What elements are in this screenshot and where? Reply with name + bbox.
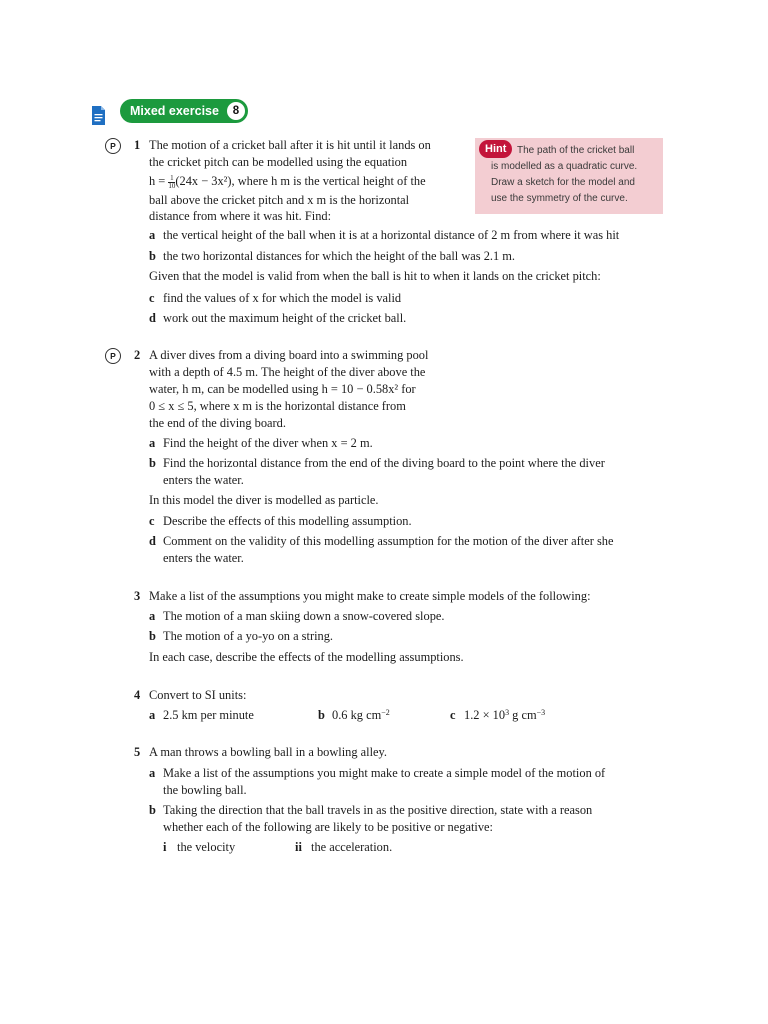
question-4-number: 4 bbox=[134, 688, 141, 702]
q3-intro: Make a list of the assumptions you might make to create simple models of the following: bbox=[149, 589, 591, 603]
question-3-number: 3 bbox=[134, 589, 141, 603]
q1-eq-prefix: h = bbox=[149, 174, 169, 188]
q4-part-b: b 0.6 kg $cm^{-2}$ bbox=[318, 708, 390, 722]
q1-part-a: a the vertical height of the ball when it is at a horizontal distance of 2 m from where it was hit bbox=[149, 228, 620, 242]
q2-part-b-cont: enters the water. bbox=[163, 473, 244, 487]
q4-part-c: c $1.2 \times 10^3$ g $cm^{-3}$ bbox=[450, 708, 546, 722]
q2-part-a: a Find the height of the diver when x = 2 m. bbox=[149, 436, 373, 450]
q5-part-b-i: i the velocity bbox=[163, 840, 236, 854]
q4-intro: Convert to SI units: bbox=[149, 688, 247, 702]
section-title-text: Mixed exercise bbox=[130, 104, 219, 118]
q1-eq-rest: (24x − 3x²), where h m is the vertical height of the bbox=[175, 174, 426, 188]
q5-part-b: b Taking the direction that the ball travels in as the positive direction, state with a reason bbox=[149, 803, 593, 817]
q2-model: In this model the diver is modelled as particle. bbox=[149, 493, 379, 507]
hint-tag: Hint bbox=[479, 140, 512, 158]
q1-part-b: b the two horizontal distances for which the height of the ball was 2.1 m. bbox=[149, 249, 516, 263]
hint-line: Draw a sketch for the model and bbox=[491, 177, 635, 188]
hint-line: The path of the cricket ball bbox=[517, 145, 635, 156]
question-2-number: 2 bbox=[134, 348, 141, 362]
q1-part-c: c find the values of x for which the model is valid bbox=[149, 291, 402, 305]
problem-solving-badge: P bbox=[105, 348, 121, 364]
q5-part-b-ii: ii the acceleration. bbox=[295, 840, 393, 854]
q2-intro-line: A diver dives from a diving board into a swimming pool bbox=[149, 348, 429, 362]
q1-part-d: d work out the maximum height of the cricket ball. bbox=[149, 311, 407, 325]
document-icon bbox=[91, 105, 106, 126]
q3-part-b: b The motion of a yo-yo on a string. bbox=[149, 629, 333, 643]
question-5-number: 5 bbox=[134, 745, 141, 759]
q2-intro-line: the end of the diving board. bbox=[149, 416, 286, 430]
q2-part-c: c Describe the effects of this modelling assumption. bbox=[149, 514, 412, 528]
q1-intro-line: distance from where it was hit. Find: bbox=[149, 209, 332, 223]
q2-intro-line: 0 ≤ x ≤ 5, where x m is the horizontal distance from bbox=[149, 399, 406, 413]
q1-given: Given that the model is valid from when the ball is hit to when it lands on the cricket pitch: bbox=[149, 269, 601, 283]
q5-part-a: a Make a list of the assumptions you might make to create a simple model of the motion of bbox=[149, 766, 606, 780]
question-1-number: 1 bbox=[134, 138, 141, 152]
q1-intro-line: the cricket pitch can be modelled using the equation bbox=[149, 155, 408, 169]
q4-part-a: a 2.5 km per minute bbox=[149, 708, 254, 722]
problem-solving-badge: P bbox=[105, 138, 121, 154]
section-number: 8 bbox=[226, 101, 246, 121]
q3-part-a: a The motion of a man skiing down a snow-covered slope. bbox=[149, 609, 445, 623]
q2-part-d-cont: enters the water. bbox=[163, 551, 244, 565]
hint-box bbox=[475, 138, 663, 214]
q3-end: In each case, describe the effects of the modelling assumptions. bbox=[149, 650, 464, 664]
q5-part-b-cont: whether each of the following are likely to be positive or negative: bbox=[163, 820, 493, 834]
q2-part-b: b Find the horizontal distance from the end of the diving board to the point where the diver bbox=[149, 456, 605, 470]
q2-intro-line: with a depth of 4.5 m. The height of the diver above the bbox=[149, 365, 426, 379]
q5-part-a-cont: the bowling ball. bbox=[163, 783, 247, 797]
q1-intro-line: ball above the cricket pitch and x m is the horizontal bbox=[149, 193, 410, 207]
q1-intro-line: The motion of a cricket ball after it is hit until it lands on bbox=[149, 138, 431, 152]
hint-line: use the symmetry of the curve. bbox=[491, 193, 628, 204]
q1-equation-line bbox=[149, 173, 426, 190]
q5-intro: A man throws a bowling ball in a bowling alley. bbox=[149, 745, 388, 759]
section-title bbox=[120, 99, 248, 123]
hint-line: is modelled as a quadratic curve. bbox=[491, 161, 638, 172]
q1-fraction: $\frac{1}{10}$ bbox=[168, 174, 176, 190]
q2-part-d: d Comment on the validity of this modelling assumption for the motion of the diver after she bbox=[149, 534, 614, 548]
q2-intro-line: water, h m, can be modelled using h = 10 − 0.58x² for bbox=[149, 382, 416, 396]
